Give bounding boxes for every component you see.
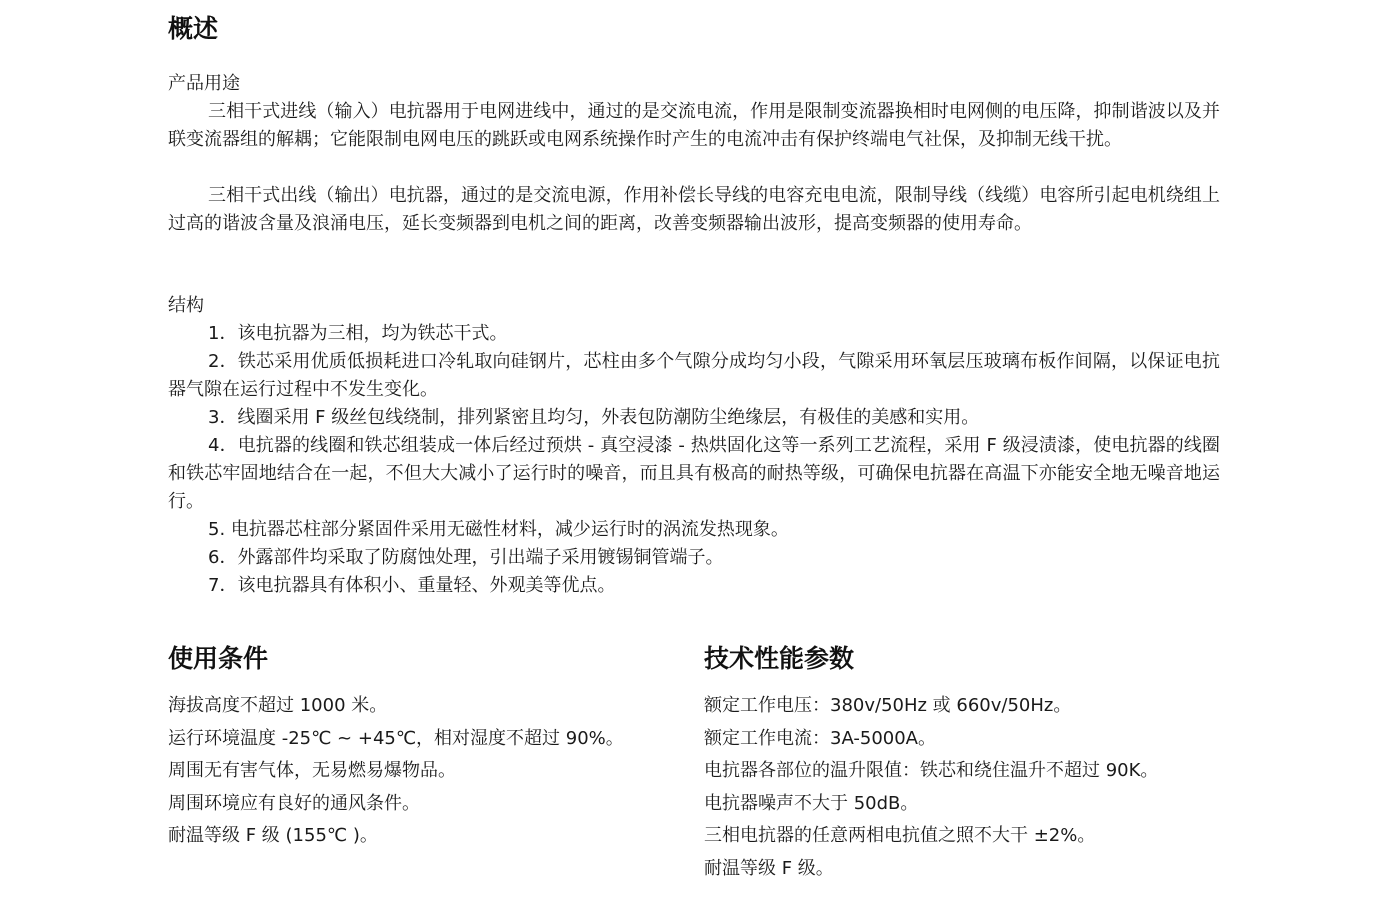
structure-heading: 结构 bbox=[168, 295, 204, 316]
usage-paragraph-input-reactor: 三相干式进线（输入）电抗器用于电网进线中，通过的是交流电流，作用是限制变流器换相时电网侧的电压降，抑制谐波以及并联变流器组的解耦；它能限制电网电压的跳跃或电网系统操作时产生的电流冲击有保护终端电气社保，及抑制无线干扰。 bbox=[168, 101, 1220, 150]
condition-item: 周围环境应有良好的通风条件。 bbox=[168, 792, 420, 814]
spec-item: 电抗器噪声不大于 50dB。 bbox=[704, 792, 919, 814]
structure-item: 3．线圈采用 F 级丝包线绕制，排列紧密且均匀，外表包防潮防尘绝缘层，有极佳的美感和实用。 bbox=[208, 407, 980, 428]
document-page bbox=[168, 0, 1220, 897]
structure-item: 5. 电抗器芯柱部分紧固件采用无磁性材料，减少运行时的涡流发热现象。 bbox=[208, 519, 789, 540]
spec-item: 耐温等级 F 级。 bbox=[704, 857, 834, 879]
spec-item: 三相电抗器的任意两相电抗值之照不大干 ±2%。 bbox=[704, 825, 1096, 846]
condition-item: 周围无有害气体，无易燃易爆物品。 bbox=[168, 760, 456, 781]
spec-item: 额定工作电流：3A-5000A。 bbox=[704, 727, 936, 749]
condition-item: 耐温等级 F 级 (155℃ )。 bbox=[168, 825, 378, 846]
overview-title: 概述 bbox=[168, 14, 219, 43]
structure-item: 6．外露部件均采取了防腐蚀处理，引出端子采用镀锡铜管端子。 bbox=[208, 547, 724, 568]
usage-paragraph-output-reactor: 三相干式出线（输出）电抗器，通过的是交流电源，作用补偿长导线的电容充电电流，限制导线（线缆）电容所引起电机绕组上过高的谐波含量及浪涌电压，延长变频器到电机之间的距离，改善变频器输出波形，提高变频器的使用寿命。 bbox=[168, 185, 1220, 234]
spec-item: 额定工作电压：380v/50Hz 或 660v/50Hz。 bbox=[704, 695, 1072, 716]
structure-item: 4．电抗器的线圈和铁芯组装成一体后经过预烘 - 真空浸漆 - 热烘固化这等一系列工艺流程，采用 F 级浸渍漆，使电抗器的线圈和铁芯牢固地结合在一起，不但大大减小了运行时的噪音，而且具有极高的耐热等级，可确保电抗器在高温下亦能安全地无噪音地运行。 bbox=[168, 435, 1220, 512]
conditions-title: 使用条件 bbox=[168, 644, 269, 673]
structure-item: 7．该电抗器具有体积小、重量轻、外观美等优点。 bbox=[208, 575, 616, 596]
condition-item: 海拔高度不超过 1000 米。 bbox=[168, 695, 388, 716]
condition-item: 运行环境温度 -25℃ ~ +45℃，相对湿度不超过 90%。 bbox=[168, 727, 624, 749]
specs-title: 技术性能参数 bbox=[704, 644, 855, 673]
conditions-list bbox=[168, 690, 624, 853]
spec-item: 电抗器各部位的温升限值：铁芯和绕住温升不超过 90K。 bbox=[704, 760, 1159, 781]
structure-item: 2．铁芯采用优质低损耗进口冷轧取向硅钢片，芯柱由多个气隙分成均匀小段，气隙采用环氧层压玻璃布板作间隔，以保证电抗器气隙在运行过程中不发生变化。 bbox=[168, 351, 1220, 400]
structure-item: 1．该电抗器为三相，均为铁芯干式。 bbox=[208, 323, 508, 344]
usage-heading: 产品用途 bbox=[168, 73, 240, 94]
specs-list bbox=[704, 690, 1158, 885]
